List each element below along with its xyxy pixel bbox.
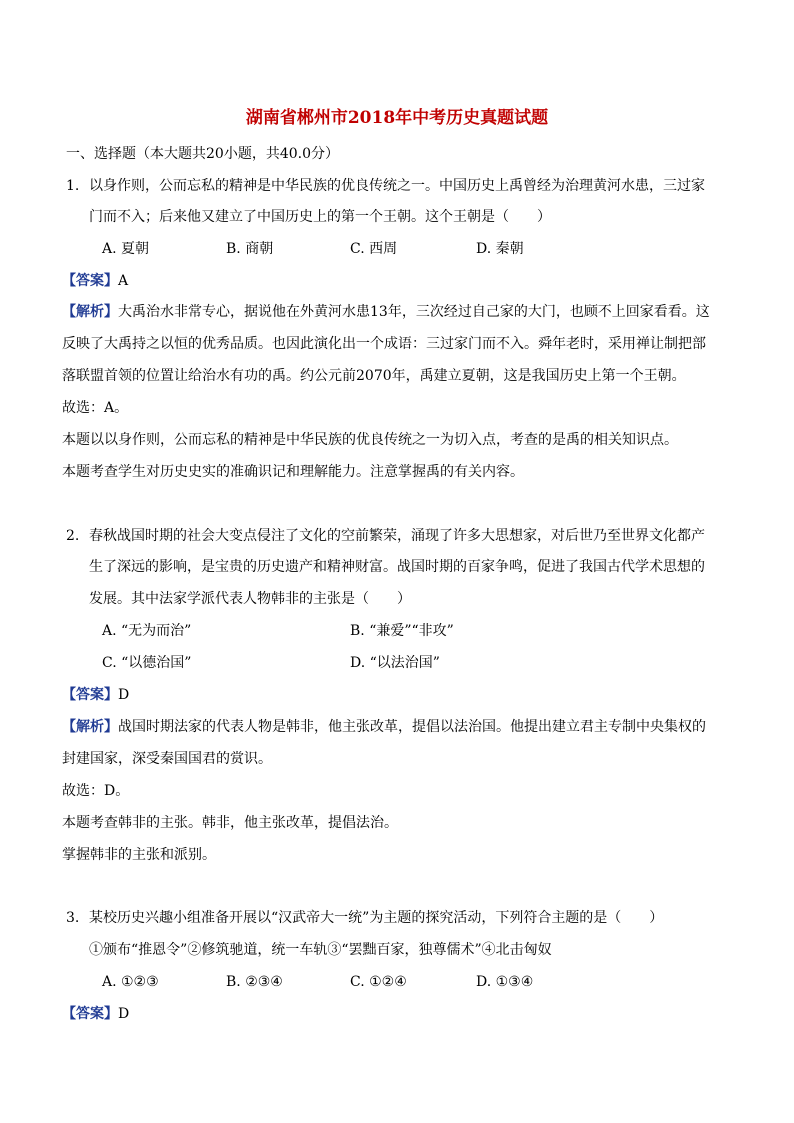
question-text: 春秋战国时期的社会大变点侵注了文化的空前繁荣，涌现了许多大思想家，对后世乃至世界文化都产	[89, 528, 705, 544]
q2-option-a: A. “无为而治”	[102, 623, 192, 639]
question-3-stem-cont: ①颁布“推恩令”②修筑驰道，统一车轨③“罢黜百家，独尊儒术”④北击匈奴	[89, 942, 552, 958]
q1-option-c: C. 西周	[350, 241, 398, 257]
q2-note-2: 掌握韩非的主张和派别。	[62, 847, 216, 863]
question-2-stem	[66, 526, 705, 546]
question-number: 2.	[66, 528, 80, 544]
q2-analysis-line2: 封建国家，深受秦国国君的赏识。	[62, 751, 272, 767]
q1-choice: 故选：A。	[62, 400, 129, 416]
question-3-stem	[66, 908, 663, 928]
analysis-text: 战国时期法家的代表人物是韩非，他主张改革，提倡以法治国。他提出建立君主专制中央集权的	[118, 719, 706, 735]
q1-option-d: D. 秦朝	[476, 241, 524, 257]
q1-answer	[62, 271, 128, 291]
q2-answer	[62, 685, 129, 705]
q3-option-c: C. ①②④	[350, 974, 407, 990]
section-heading: 一、选择题（本大题共20小题，共40.0分）	[66, 146, 339, 162]
answer-tag: 【答案】	[62, 687, 118, 703]
answer-value: D	[118, 1006, 130, 1022]
q3-option-a: A. ①②③	[102, 974, 159, 990]
answer-tag: 【答案】	[62, 1006, 118, 1022]
answer-tag: 【答案】	[62, 273, 118, 289]
answer-value: D	[118, 687, 130, 703]
question-1-stem	[66, 176, 705, 196]
q2-option-b: B. “兼爱”“非攻”	[350, 623, 454, 639]
q2-note-1: 本题考查韩非的主张。韩非，他主张改革，提倡法治。	[62, 815, 398, 831]
q3-option-b: B. ②③④	[226, 974, 283, 990]
q1-note-2: 本题考查学生对历史史实的准确识记和理解能力。注意掌握禹的有关内容。	[62, 464, 524, 480]
analysis-tag: 【解析】	[62, 304, 118, 320]
q1-analysis	[62, 302, 710, 322]
question-number: 3.	[66, 910, 80, 926]
question-text: 以身作则，公而忘私的精神是中华民族的优良传统之一。中国历史上禹曾经为治理黄河水患，三过家	[89, 178, 705, 194]
q2-choice: 故选：D。	[62, 783, 130, 799]
q2-option-c: C. “以德治国”	[102, 655, 192, 671]
question-2-stem-cont2: 发展。其中法家学派代表人物韩非的主张是（ ）	[89, 591, 411, 607]
q3-option-d: D. ①③④	[476, 974, 534, 990]
q1-option-a: A. 夏朝	[102, 241, 150, 257]
question-number: 1.	[66, 178, 80, 194]
question-2-stem-cont: 生了深远的影响，是宝贵的历史遗产和精神财富。战国时期的百家争鸣，促进了我国古代学术思想的	[89, 559, 705, 575]
q1-analysis-line2: 反映了大禹持之以恒的优秀品质。也因此演化出一个成语：三过家门而不入。舜年老时，采用禅让制把部	[62, 336, 706, 352]
answer-value: A	[118, 273, 129, 289]
analysis-tag: 【解析】	[62, 719, 118, 735]
q1-note-1: 本题以以身作则，公而忘私的精神是中华民族的优良传统之一为切入点，考查的是禹的相关知识点。	[62, 432, 678, 448]
page-title: 湖南省郴州市2018年中考历史真题试题	[245, 108, 549, 128]
q2-option-d: D. “以法治国”	[350, 655, 440, 671]
q1-analysis-line3: 落联盟首领的位置让给治水有功的禹。约公元前2070年，禹建立夏朝，这是我国历史上第一个王朝。	[62, 368, 686, 384]
analysis-text: 大禹治水非常专心，据说他在外黄河水患13年，三次经过自己家的大门，也顾不上回家看看。这	[118, 304, 710, 320]
question-1-stem-cont: 门而不入；后来他又建立了中国历史上的第一个王朝。这个王朝是（ ）	[89, 209, 551, 225]
q1-option-b: B. 商朝	[226, 241, 274, 257]
q2-analysis	[62, 717, 706, 737]
question-text: 某校历史兴趣小组准备开展以“汉武帝大一统”为主题的探究活动，下列符合主题的是（ ）	[89, 910, 664, 926]
q3-answer	[62, 1004, 129, 1024]
